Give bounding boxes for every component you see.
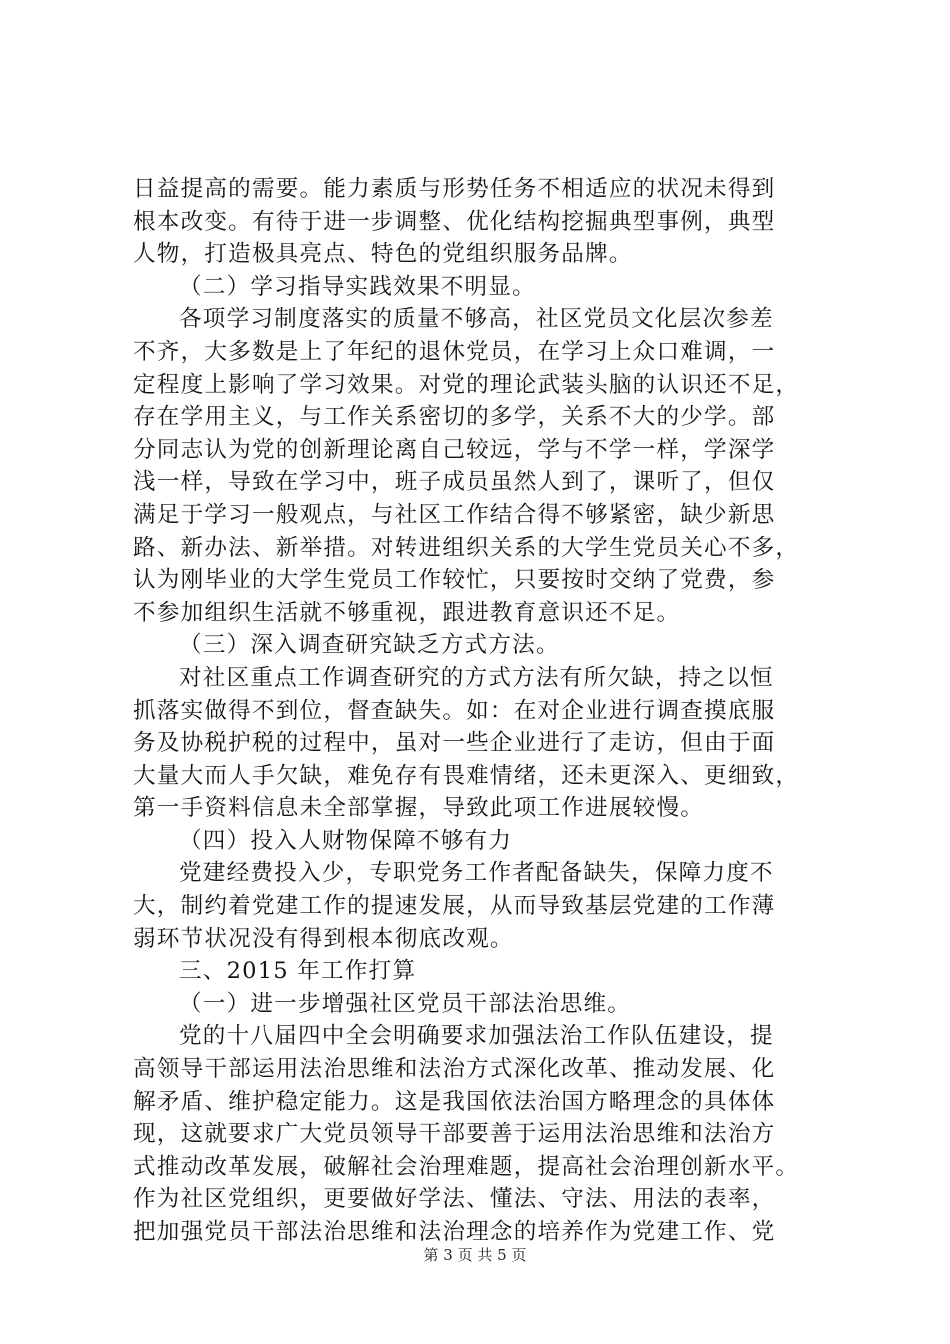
text-line: 高领导干部运用法治思维和法治方式深化改革、推动发展、化 <box>133 1056 776 1083</box>
text-line: 路、新办法、新举措。对转进组织关系的大学生党员关心不多， <box>133 534 800 561</box>
text-line: 大量大而人手欠缺，难免存有畏难情绪，还未更深入、更细致， <box>133 762 800 789</box>
text-line: 党建经费投入少，专职党务工作者配备缺失，保障力度不 <box>179 860 774 887</box>
text-line: 弱环节状况没有得到根本彻底改观。 <box>133 925 514 952</box>
text-line: 抓落实做得不到位，督查缺失。如：在对企业进行调查摸底服 <box>133 697 776 724</box>
text-line: 满足于学习一般观点，与社区工作结合得不够紧密，缺少新思 <box>133 501 776 528</box>
text-line: 认为刚毕业的大学生党员工作较忙，只要按时交纳了党费，参 <box>133 567 776 594</box>
text-line: 式推动改革发展，破解社会治理难题，提高社会治理创新水平。 <box>133 1153 800 1180</box>
text-line: 根本改变。有待于进一步调整、优化结构挖掘典型事例，典型 <box>133 208 776 235</box>
document-body <box>133 173 823 1249</box>
text-line: 不参加组织生活就不够重视，跟进教育意识还不足。 <box>133 599 681 626</box>
text-line: 三、2015 年工作打算 <box>179 958 417 985</box>
text-line: 党的十八届四中全会明确要求加强法治工作队伍建设，提 <box>179 1023 774 1050</box>
text-line: （三）深入调查研究缺乏方式方法。 <box>179 632 560 659</box>
text-line: 大，制约着党建工作的提速发展，从而导致基层党建的工作薄 <box>133 893 776 920</box>
text-line: 各项学习制度落实的质量不够高，社区党员文化层次参差 <box>179 306 774 333</box>
text-line: 对社区重点工作调查研究的方式方法有所欠缺，持之以恒 <box>179 664 774 691</box>
text-line: （一）进一步增强社区党员干部法治思维。 <box>179 990 632 1017</box>
text-line: 分同志认为党的创新理论离自己较远，学与不学一样，学深学 <box>133 436 776 463</box>
page-footer: 第 3 页 共 5 页 <box>423 1246 527 1264</box>
text-line: 日益提高的需要。能力素质与形势任务不相适应的状况未得到 <box>133 176 776 202</box>
text-line: 现，这就要求广大党员领导干部要善于运用法治思维和法治方 <box>133 1121 776 1148</box>
text-line: 定程度上影响了学习效果。对党的理论武装头脑的认识还不足， <box>133 371 800 398</box>
text-line: 务及协税护税的过程中，虽对一些企业进行了走访，但由于面 <box>133 730 776 757</box>
text-line: 作为社区党组织，更要做好学法、懂法、守法、用法的表率， <box>133 1186 776 1213</box>
text-line: 第一手资料信息未全部掌握，导致此项工作进展较慢。 <box>133 795 705 822</box>
text-line: 存在学用主义，与工作关系密切的多学，关系不大的少学。部 <box>133 404 776 431</box>
text-line: 把加强党员干部法治思维和法治理念的培养作为党建工作、党 <box>133 1219 776 1245</box>
text-line: （二）学习指导实践效果不明显。 <box>179 273 536 300</box>
text-line: 浅一样，导致在学习中，班子成员虽然人到了，课听了，但仅 <box>133 469 776 496</box>
text-line: 解矛盾、维护稳定能力。这是我国依法治国方略理念的具体体 <box>133 1088 776 1115</box>
text-line: （四）投入人财物保障不够有力 <box>179 827 513 854</box>
text-line: 不齐，大多数是上了年纪的退休党员，在学习上众口难调，一 <box>133 338 776 365</box>
text-line: 人物，打造极具亮点、特色的党组织服务品牌。 <box>133 241 633 268</box>
